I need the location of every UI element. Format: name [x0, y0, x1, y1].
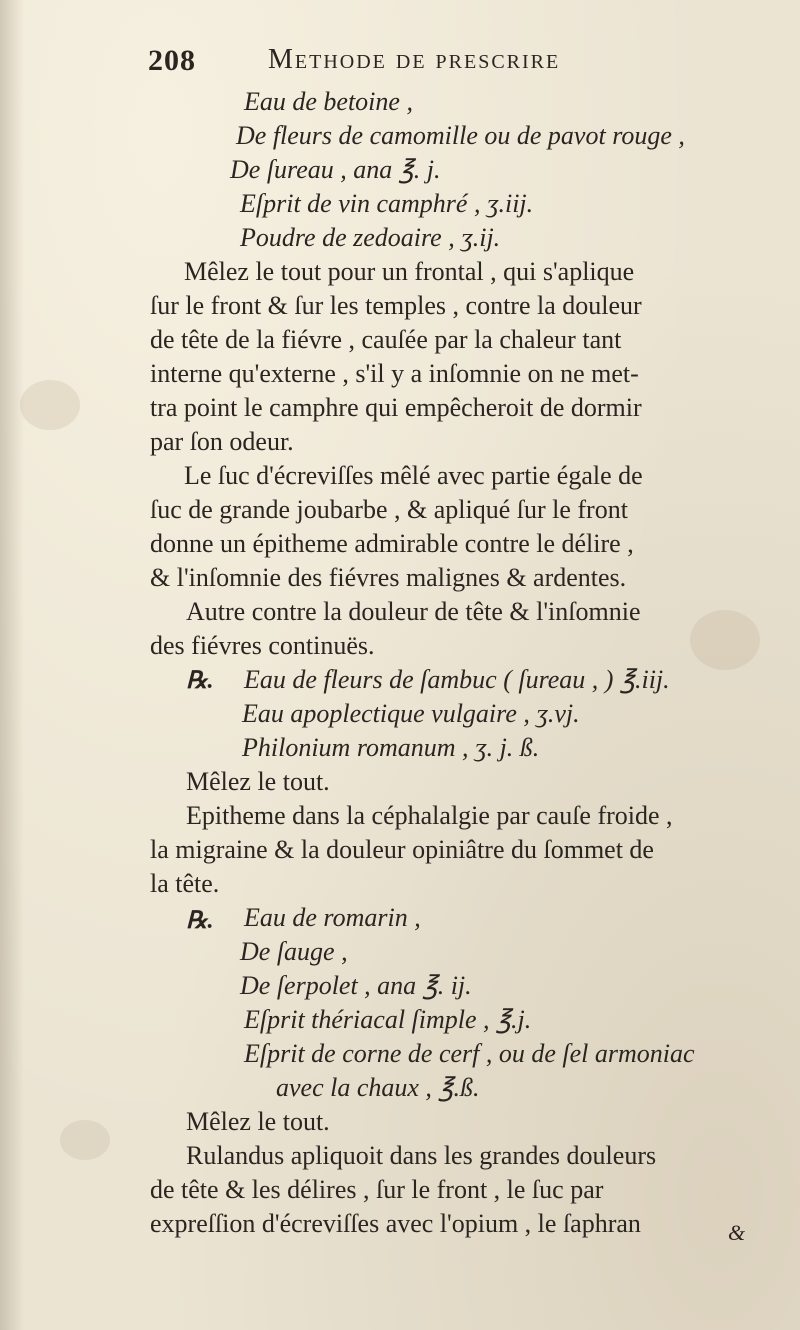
text-line: ſuc de grande joubarbe , & apliqué ſur le front [150, 495, 628, 524]
text-line: expreſſion d'écreviſſes avec l'opium , le ſaphran [150, 1209, 641, 1238]
paper-stain [690, 610, 760, 670]
recipe-line: Eſprit thériacal ſimple , ℥.j. [244, 1005, 532, 1034]
page-gutter-shadow [0, 0, 24, 1330]
recipe-line: Eau de betoine , [244, 87, 413, 116]
text-line: Rulandus apliquoit dans les grandes douleurs [186, 1141, 657, 1170]
page-header [148, 44, 708, 84]
recipe-line: De fleurs de camomille ou de pavot rouge , [236, 121, 685, 150]
recipe-line: De ſauge , [240, 937, 348, 966]
paper-stain [60, 1120, 110, 1160]
text-line: Le ſuc d'écreviſſes mêlé avec partie égale de [184, 461, 643, 490]
page-number: 208 [148, 44, 196, 77]
text-line: Mêlez le tout. [186, 767, 330, 796]
recipe-line: Eſprit de vin camphré , ʒ.iij. [240, 189, 534, 218]
text-line: de tête & les délires , ſur le front , le ſuc par [150, 1175, 604, 1204]
text-line: & l'inſomnie des fiévres malignes & ardentes. [150, 563, 627, 592]
rx-symbol: ℞. [186, 908, 214, 934]
text-line: tra point le camphre qui empêcheroit de dormir [150, 393, 642, 422]
text-line: donne un épitheme admirable contre le délire , [150, 529, 634, 558]
text-line: par ſon odeur. [150, 427, 294, 456]
recipe-line: Eau de fleurs de ſambuc ( ſureau , ) ℥.iij. [244, 665, 670, 694]
text-line: la tête. [150, 869, 220, 898]
text-line: Mêlez le tout. [186, 1107, 330, 1136]
recipe-line: Poudre de zedoaire , ʒ.ij. [240, 223, 501, 252]
rx-symbol: ℞. [186, 668, 214, 694]
text-line: Epitheme dans la céphalalgie par cauſe froide , [186, 801, 673, 830]
text-line: la migraine & la douleur opiniâtre du ſommet de [150, 835, 654, 864]
paper-stain [20, 380, 80, 430]
recipe-line: Eau de romarin , [244, 903, 421, 932]
recipe-line: Eſprit de corne de cerf , ou de ſel armoniac [244, 1039, 695, 1068]
text-line: interne qu'externe , s'il y a inſomnie on ne met- [150, 359, 639, 388]
catchword: & [728, 1220, 746, 1245]
recipe-line: avec la chaux , ℥.ß. [276, 1073, 480, 1102]
text-line: Mêlez le tout pour un frontal , qui s'aplique [184, 257, 635, 286]
text-line: Autre contre la douleur de tête & l'inſomnie [186, 597, 641, 626]
text-line: de tête de la fiévre , cauſée par la chaleur tant [150, 325, 622, 354]
recipe-line: De ſureau , ana ℥. j. [230, 155, 441, 184]
recipe-line: De ſerpolet , ana ℥. ij. [240, 971, 472, 1000]
running-title: Methode de prescrire [268, 44, 561, 75]
recipe-line: Eau apoplectique vulgaire , ʒ.vj. [242, 699, 580, 728]
text-line: ſur le front & ſur les temples , contre la douleur [150, 291, 642, 320]
text-line: des fiévres continuës. [150, 631, 375, 660]
recipe-line: Philonium romanum , ʒ. j. ß. [242, 733, 540, 762]
